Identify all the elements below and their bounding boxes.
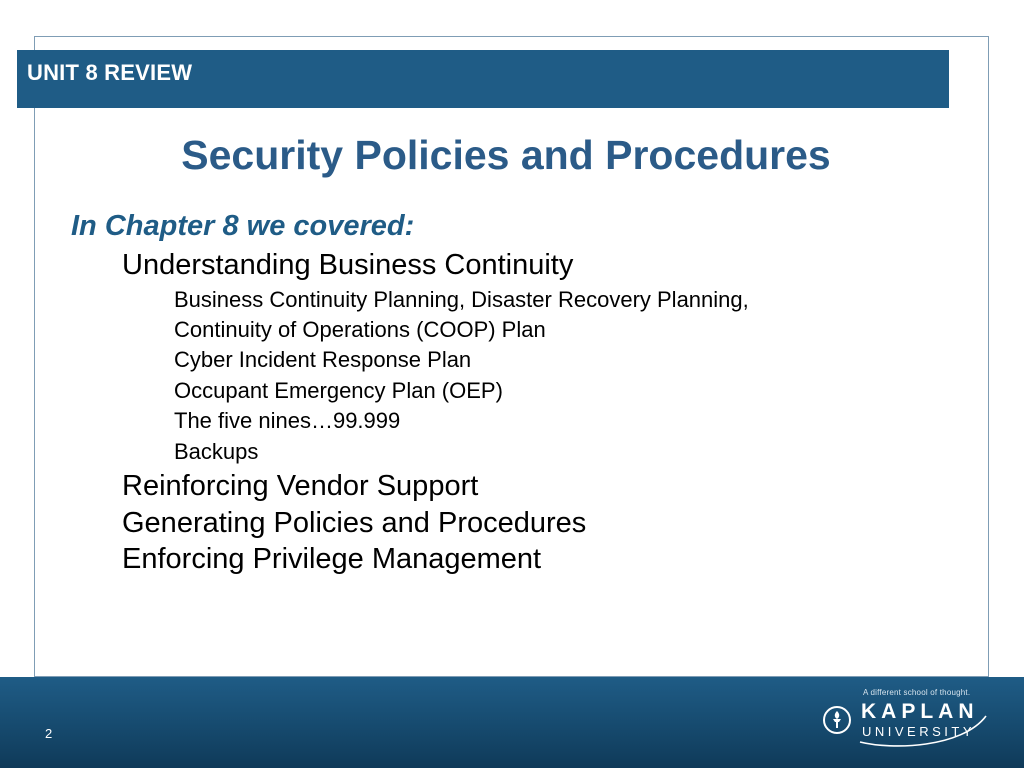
page-number: 2 bbox=[45, 726, 53, 741]
logo-swoosh-icon bbox=[852, 712, 992, 748]
subitem-backups: Backups bbox=[174, 439, 259, 464]
intro-heading: In Chapter 8 we covered: bbox=[71, 210, 415, 242]
slide-title: Security Policies and Procedures bbox=[181, 132, 831, 178]
subitem-five-nines: The five nines…99.999 bbox=[174, 408, 401, 433]
subitem-coop: Continuity of Operations (COOP) Plan bbox=[174, 317, 546, 342]
topic-privilege-management: Enforcing Privilege Management bbox=[122, 543, 542, 575]
torch-icon bbox=[821, 704, 853, 736]
logo-kaplan: KAPLAN bbox=[861, 700, 979, 723]
topic-vendor-support: Reinforcing Vendor Support bbox=[122, 470, 479, 502]
subitem-bcp-drp: Business Continuity Planning, Disaster Recovery Planning, bbox=[174, 287, 749, 312]
logo-university: UNIVERSITY bbox=[862, 724, 976, 739]
topic-business-continuity: Understanding Business Continuity bbox=[122, 249, 574, 281]
topic-policies-procedures: Generating Policies and Procedures bbox=[122, 507, 587, 539]
unit-title: UNIT 8 REVIEW bbox=[27, 60, 193, 85]
subitem-oep: Occupant Emergency Plan (OEP) bbox=[174, 378, 503, 403]
logo-tagline: A different school of thought. bbox=[863, 688, 971, 697]
subitem-cyber-incident: Cyber Incident Response Plan bbox=[174, 347, 472, 372]
